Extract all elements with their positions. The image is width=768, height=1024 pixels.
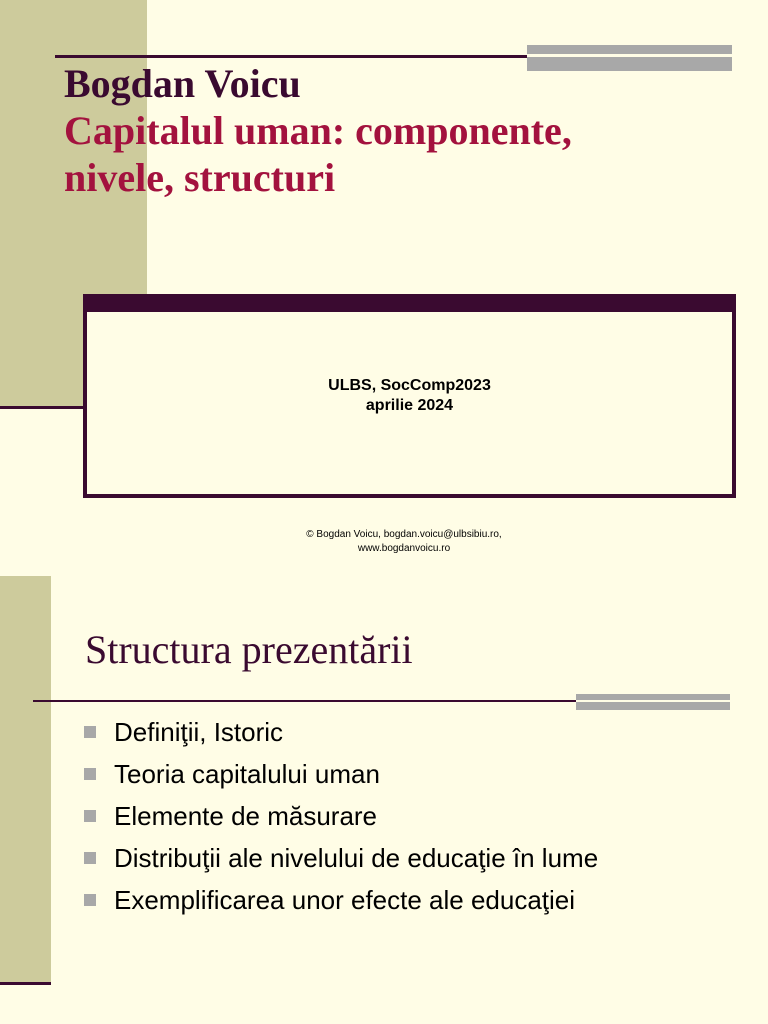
gray-accent-bar <box>576 694 730 710</box>
author-name: Bogdan Voicu <box>64 61 301 106</box>
sidebar-divider <box>0 982 51 985</box>
agenda-slide <box>0 576 768 1024</box>
list-item <box>84 837 754 879</box>
agenda-title: Structura prezentării <box>85 627 413 672</box>
info-box <box>83 294 736 498</box>
list-item-text: Distribuţii ale nivelului de educaţie în lume <box>114 842 599 873</box>
presentation-date: aprilie 2024 <box>365 397 454 414</box>
list-item <box>84 753 754 795</box>
agenda-list <box>84 711 754 921</box>
sidebar-divider <box>0 406 84 409</box>
square-bullet-icon <box>84 810 96 822</box>
copyright-line-2: www.bogdanvoicu.ro <box>357 543 451 554</box>
square-bullet-icon <box>84 852 96 864</box>
square-bullet-icon <box>84 768 96 780</box>
list-item-text: Teoria capitalului uman <box>114 758 380 789</box>
subtitle-line-2: nivele, structuri <box>64 155 336 200</box>
subtitle-line-1: Capitalul uman: componente, <box>64 108 572 153</box>
sidebar-band <box>0 576 51 984</box>
list-item-text: Definiţii, Istoric <box>114 716 284 747</box>
copyright-notice <box>100 528 708 556</box>
copyright-line-1: © Bogdan Voicu, bogdan.voicu@ulbsibiu.ro, <box>306 529 502 540</box>
list-item-text: Elemente de măsurare <box>114 800 378 831</box>
institution-course: ULBS, SocComp2023 <box>328 377 491 394</box>
list-item-text: Exemplificarea unor efecte ale educaţiei <box>114 884 576 915</box>
list-item <box>84 711 754 753</box>
list-item <box>84 795 754 837</box>
square-bullet-icon <box>84 726 96 738</box>
square-bullet-icon <box>84 894 96 906</box>
slide-title <box>64 60 724 201</box>
list-item <box>84 879 754 921</box>
